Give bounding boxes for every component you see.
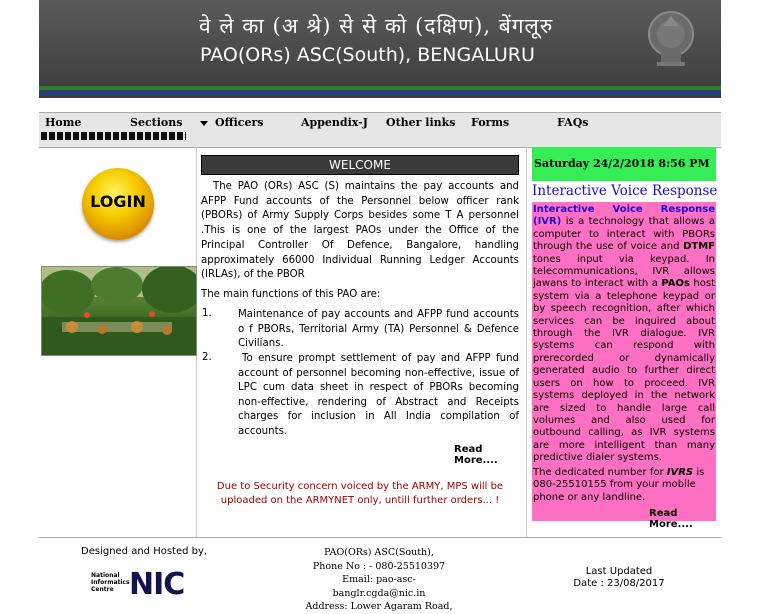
right-column [526, 147, 722, 537]
nav-item-faqs[interactable]: FAQs [557, 116, 589, 129]
functions-heading: The main functions of this PAO are: [201, 289, 381, 300]
page-frame [39, 0, 721, 612]
header-stripe-green [39, 86, 721, 90]
login-button[interactable] [82, 168, 154, 240]
postal-address: Address: Lower Agaram Road, [305, 601, 453, 612]
ivr-panel [532, 202, 716, 530]
nav-item-officers[interactable]: Officers [215, 116, 264, 129]
date-time-box [532, 147, 716, 181]
garden-illustration [42, 267, 196, 355]
nic-logo[interactable] [75, 568, 205, 601]
nav-item-appendix-j[interactable]: Appendix-J [301, 116, 368, 129]
designed-by: Designed and Hosted by, [81, 546, 208, 557]
last-updated-date: Date : 23/08/2017 [573, 578, 665, 589]
login-label: LOGIN [90, 192, 146, 211]
intro-paragraph: The PAO (ORs) ASC (S) maintains the pay accounts and AFPP Fund accounts of the Personnel below officer rank (PBORs) of Army Supply Corps besides some T A personnel .This is one of the largest PAOs under the Office of the Principal Controller Of Defence, Bangalore, handling approximately 66000 Individual Running Ledger Accounts (IRLAs), of the PBOR [201, 181, 519, 281]
left-column [40, 147, 197, 537]
function-number: 2. [202, 352, 212, 363]
email-address[interactable]: Email: pao-asc-banglr.cgda@nic.in [332, 574, 426, 599]
ivr-heading: Interactive Voice Response [532, 183, 718, 199]
function-number: 1. [202, 308, 212, 319]
nav-item-sections[interactable]: Sections [130, 116, 183, 129]
national-emblem-icon [639, 4, 703, 70]
welcome-banner: WELCOME [201, 155, 519, 175]
ivr-text: host system via a telephone keypad or by speech recognition, after which services can be inquired about through the IVR dialogue. IVR systems can respond with prerecorded or dynamically generated audio to further direct users on how to proceed. IVR systems deployed in the network are sized to handle large call volumes and also used for outbound calling, as IVR systems are more intelligent than many predictive dialer systems. [533, 278, 716, 464]
date-time: Saturday 24/2/2018 8:56 PM [534, 157, 710, 170]
site-footer [39, 537, 721, 612]
ivr-description [533, 204, 715, 465]
last-updated [569, 566, 669, 590]
nav-divider [41, 132, 186, 140]
ivr-text: tones input via keypad. In telecommunications, IVR allows jawans to interact with a [533, 253, 715, 290]
site-header [39, 0, 721, 98]
last-updated-label: Last Updated [585, 566, 653, 577]
read-more-link[interactable]: Read More.... [649, 508, 693, 530]
security-notice: Due to Security concern voiced by the ARMY, MPS will be uploaded on the ARMYNET only, untill further orders... ! [216, 481, 504, 506]
header-stripe-blue [39, 91, 721, 95]
org-name: PAO(ORs) ASC(South), [324, 547, 434, 558]
ivrs-number [533, 467, 715, 504]
nav-item-home[interactable]: Home [45, 116, 82, 129]
function-item: To ensure prompt settlement of pay and AFPP fund account of personnel becoming non-effective, issue of LPC cum data sheet in respect of PBORs becoming non-effective, rendering of Abstract and Receipts charges for inclusion in All India compilation of accounts. [238, 353, 519, 437]
nav-item-other-links[interactable]: Other links [386, 116, 456, 129]
nic-fullname: National Informatics Centre [91, 572, 130, 593]
phone-number: Phone No : - 080-25510397 [312, 560, 446, 572]
ivr-term: Interactive Voice Response (IVR) [533, 204, 715, 228]
garden-photo [41, 266, 197, 356]
chevron-down-icon[interactable] [200, 121, 208, 126]
ivrs-term: IVRS [666, 467, 694, 478]
hindi-title: वे ले का (अ श्रे) से से को (दक्षिण), बेंगलूरु [199, 14, 554, 38]
nav-item-forms[interactable]: Forms [471, 116, 510, 129]
paos-term: PAOs [661, 278, 690, 290]
main-nav [39, 112, 721, 148]
site-title: PAO(ORs) ASC(South), BENGALURU [200, 44, 535, 66]
ivr-text: is a technology that allows a computer to interact with PBORs through the use of voice and [533, 216, 715, 253]
function-item: Maintenance of pay accounts and AFPP fund accounts o f PBORs, Territorial Army (TA) Personnel & Defence Civilians. [238, 309, 519, 349]
ivrs-text: The dedicated number for [533, 467, 667, 478]
ivrs-text: is 080-25510155 from your mobile phone or any landline. [533, 467, 705, 503]
dtmf-term: DTMF [683, 241, 715, 253]
contact-info [299, 546, 459, 614]
read-more-link[interactable]: Read More.... [454, 444, 498, 466]
nic-abbrev: NIC [129, 567, 185, 602]
